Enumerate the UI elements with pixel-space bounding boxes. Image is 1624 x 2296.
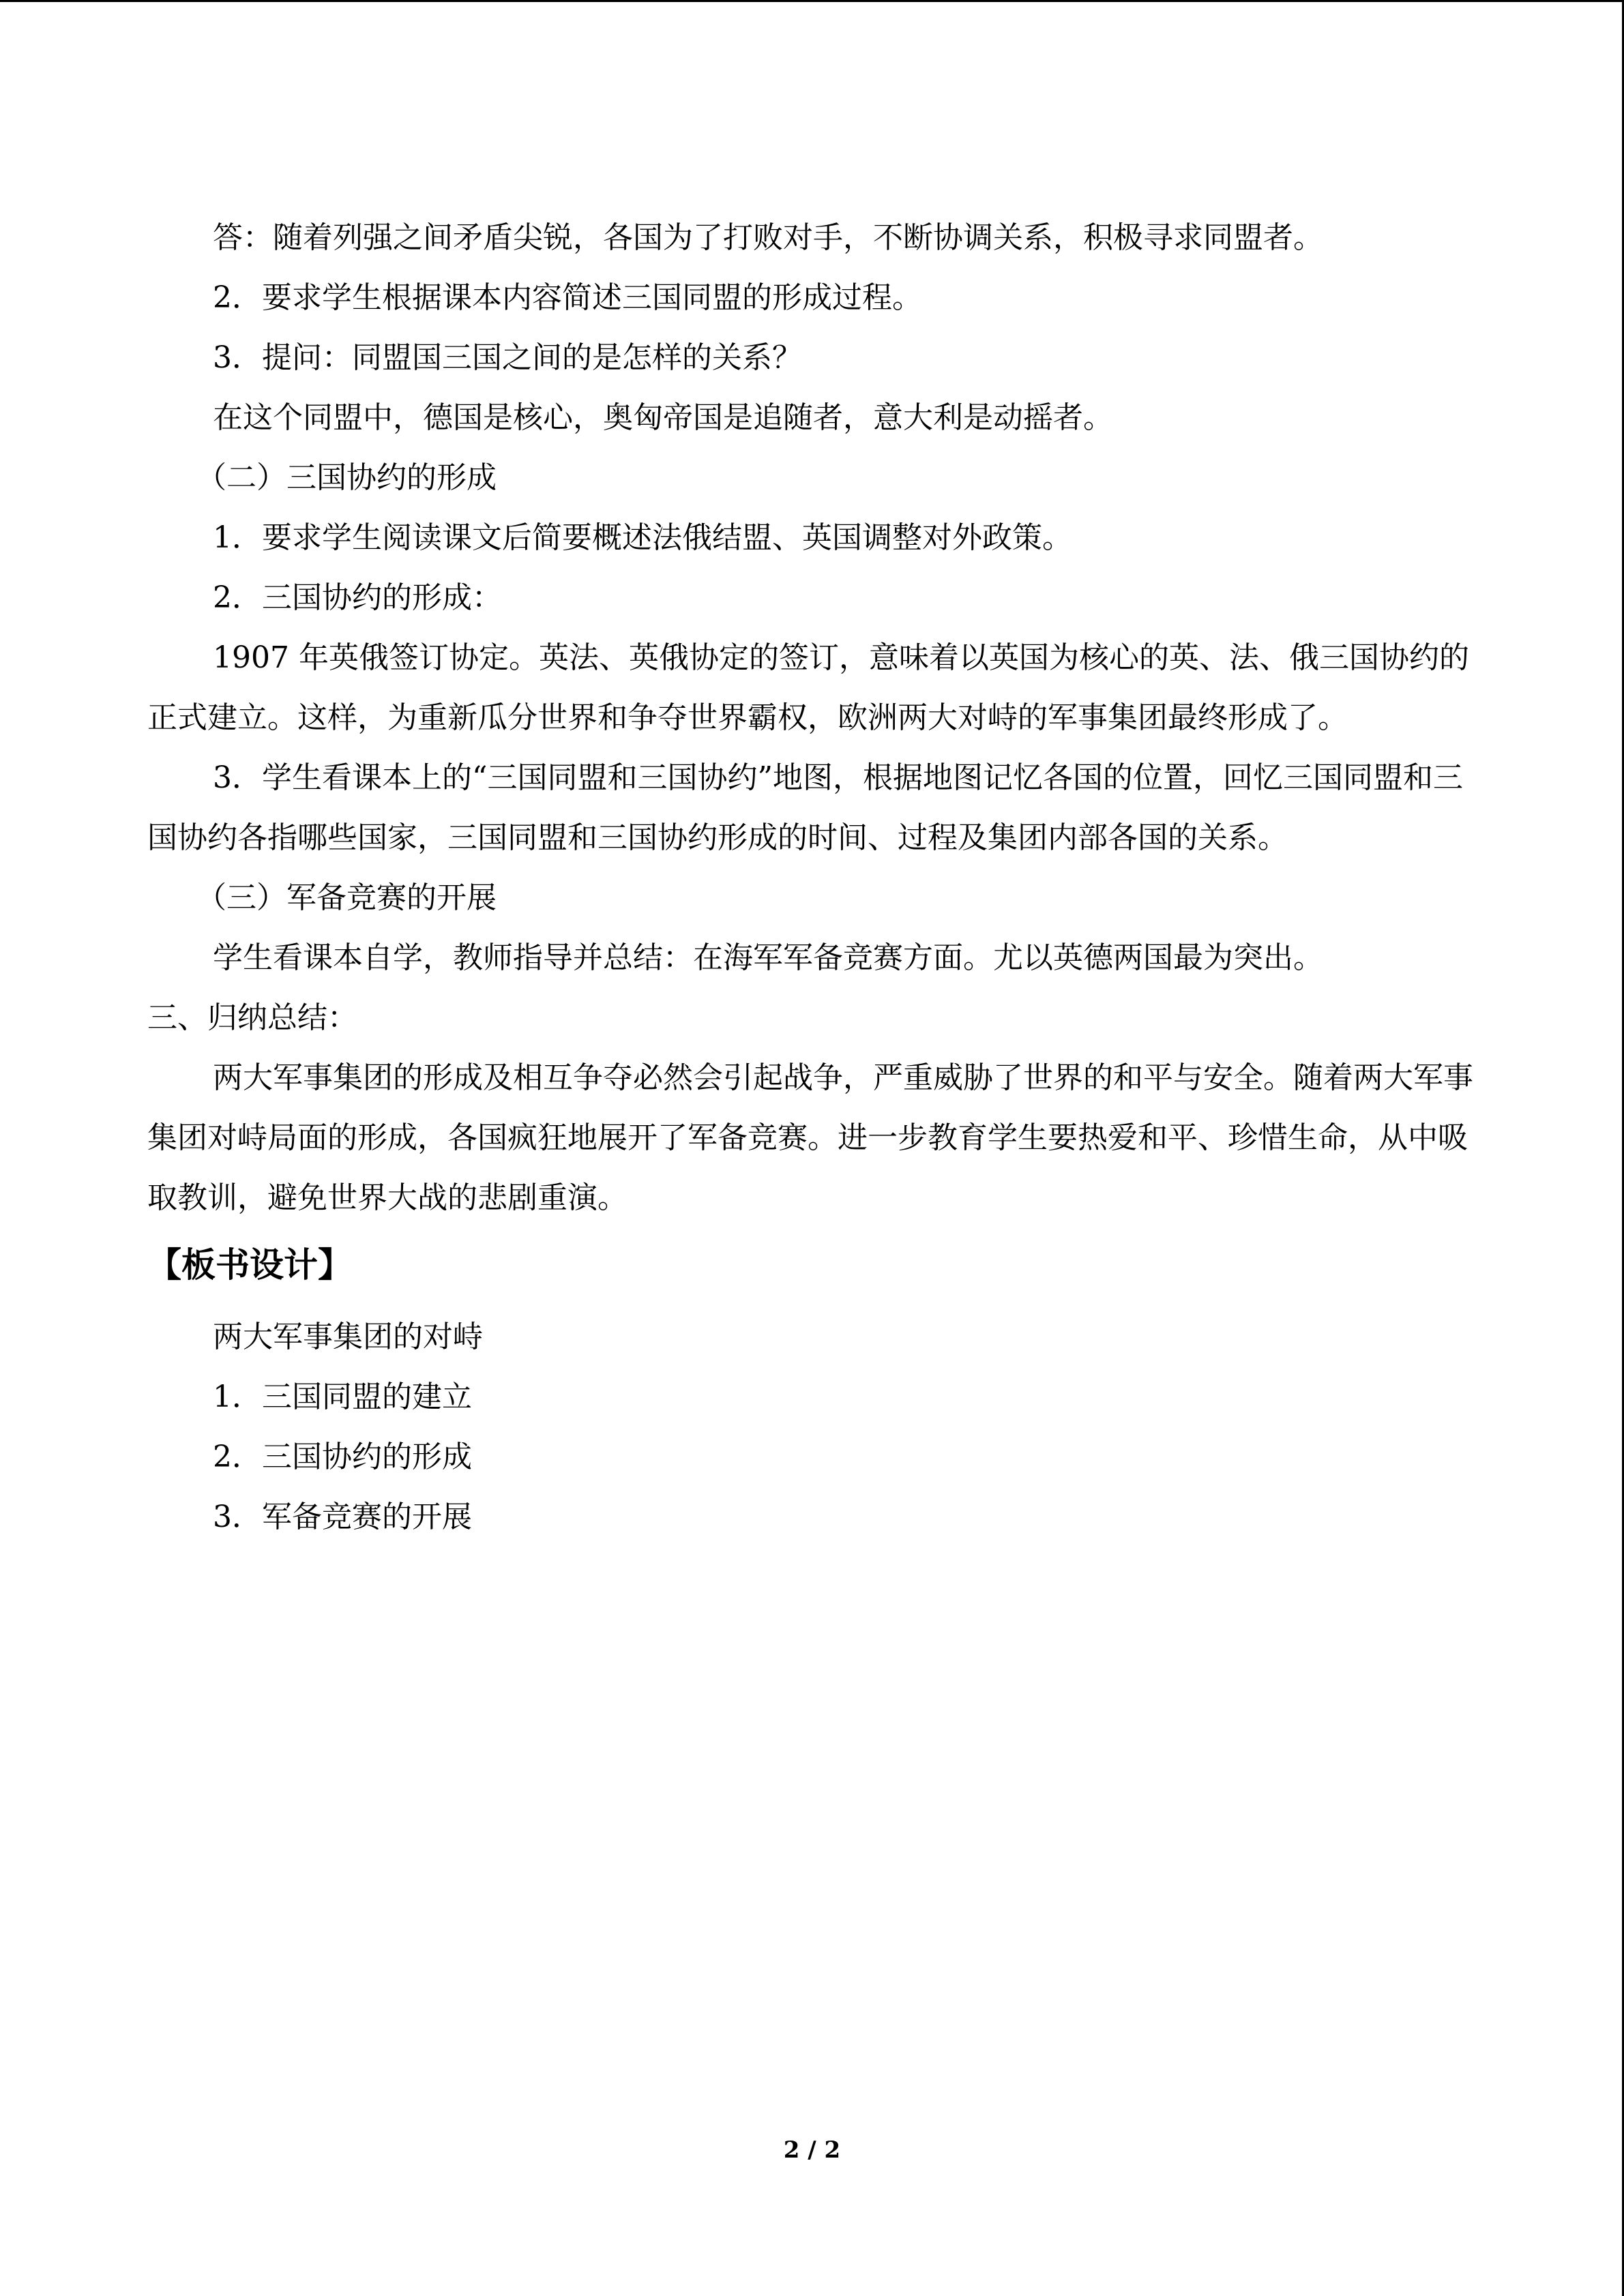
board-design-heading: 【板书设计】 bbox=[147, 1245, 352, 1285]
board-title: 两大军事集团的对峙 bbox=[213, 1320, 483, 1354]
arms-race-summary: 学生看课本自学，教师指导并总结：在海军军备竞赛方面。尤以英德两国最为突出。 bbox=[213, 940, 1323, 975]
task-franco-russian: 1．要求学生阅读课文后简要概述法俄结盟、英国调整对外政策。 bbox=[213, 520, 1072, 555]
board-item: 1．三国同盟的建立 bbox=[213, 1380, 472, 1414]
alliance-roles: 在这个同盟中，德国是核心，奥匈帝国是追随者，意大利是动摇者。 bbox=[213, 400, 1113, 435]
section-three-title: （三）军备竞赛的开展 bbox=[196, 880, 497, 915]
board-design bbox=[147, 1307, 1477, 1547]
task-triple-alliance: 2．要求学生根据课本内容简述三国同盟的形成过程。 bbox=[213, 280, 922, 315]
page-number: 2 / 2 bbox=[783, 2136, 841, 2164]
question-relationship: 3．提问：同盟国三国之间的是怎样的关系？ bbox=[213, 340, 802, 375]
map-activity: 3．学生看课本上的“三国同盟和三国协约”地图，根据地图记忆各国的位置，回忆三国同盟和三国协约各指哪些国家，三国同盟和三国协约形成的时间、过程及集团内部各国的关系。 bbox=[147, 760, 1463, 855]
entente-formation-label: 2．三国协约的形成： bbox=[213, 580, 502, 615]
section-two-title: （二）三国协约的形成 bbox=[196, 460, 497, 495]
entente-formation-text: 1907 年英俄签订协定。英法、英俄协定的签订，意味着以英国为核心的英、法、俄三国协约的正式建立。这样，为重新瓜分世界和争夺世界霸权，欧洲两大对峙的军事集团最终形成了。 bbox=[147, 640, 1469, 735]
document-body bbox=[147, 208, 1477, 1547]
board-item: 2．三国协约的形成 bbox=[213, 1440, 472, 1474]
conclusion-text: 两大军事集团的形成及相互争夺必然会引起战争，严重威胁了世界的和平与安全。随着两大军事集团对峙局面的形成，各国疯狂地展开了军备竞赛。进一步教育学生要热爱和平、珍惜生命，从中吸取教训，避免世界大战的悲剧重演。 bbox=[147, 1060, 1473, 1215]
answer-paragraph: 答：随着列强之间矛盾尖锐，各国为了打败对手，不断协调关系，积极寻求同盟者。 bbox=[213, 220, 1323, 255]
board-item: 3．军备竞赛的开展 bbox=[213, 1500, 472, 1534]
conclusion-title: 三、归纳总结： bbox=[147, 1000, 357, 1035]
